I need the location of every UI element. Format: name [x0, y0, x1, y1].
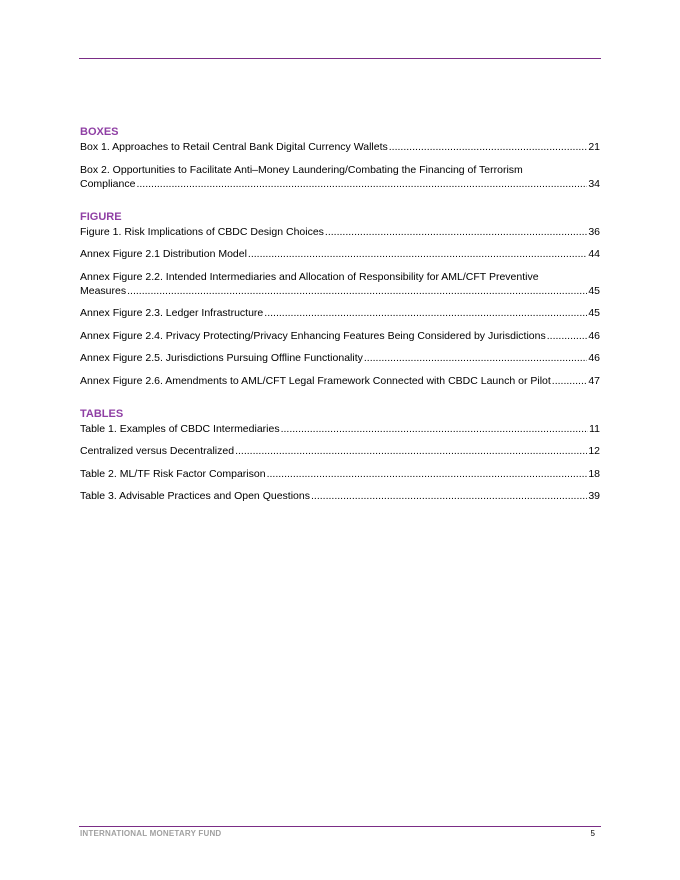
dot-leader	[547, 329, 588, 343]
header-rule	[79, 58, 601, 59]
footer-page-number: 5	[590, 829, 595, 838]
toc-entry-page: 39	[588, 490, 600, 502]
dot-leader	[281, 422, 589, 436]
toc-entry-title: Annex Figure 2.6. Amendments to AML/CFT Legal Framework Connected with CBDC Launch or Pilot	[80, 374, 551, 387]
dot-leader	[552, 374, 588, 388]
dot-leader	[311, 489, 587, 503]
toc-entry-page: 46	[588, 329, 600, 342]
toc-entry-title: Annex Figure 2.3. Ledger Infrastructure	[80, 307, 264, 319]
toc-entry-title: Table 2. ML/TF Risk Factor Comparison	[80, 467, 266, 480]
toc-entry-page: 21	[588, 141, 600, 153]
toc-entry-page: 36	[588, 225, 600, 238]
toc-entry-figure-1[interactable]	[80, 225, 600, 239]
toc-entry-table-3[interactable]	[80, 489, 600, 503]
dot-leader	[264, 306, 587, 320]
toc-entry-title-line2: Compliance	[80, 177, 136, 190]
dot-leader	[136, 177, 587, 191]
toc-entry-title: Centralized versus Decentralized	[80, 445, 235, 457]
toc-entry-page: 11	[589, 422, 600, 435]
dot-leader	[235, 444, 587, 458]
list-of-boxes-figures-tables	[80, 126, 600, 519]
toc-entry-page: 45	[588, 307, 600, 319]
dot-leader	[248, 247, 587, 261]
toc-entry-title: Table 3. Advisable Practices and Open Questions	[80, 490, 310, 502]
toc-entry-box-2[interactable]	[80, 163, 600, 191]
dot-leader	[364, 351, 587, 365]
section-heading-figure: FIGURE	[80, 210, 122, 223]
toc-entry-annex-figure-2-6[interactable]	[80, 374, 600, 388]
tables-section	[80, 408, 600, 504]
toc-entry-page: 18	[588, 467, 600, 480]
toc-entry-title: Box 1. Approaches to Retail Central Bank Digital Currency Wallets	[80, 141, 388, 153]
boxes-section	[80, 126, 600, 191]
toc-entry-box-1[interactable]	[80, 140, 600, 154]
section-heading-tables: TABLES	[80, 407, 124, 420]
toc-entry-table-1[interactable]	[80, 422, 600, 436]
toc-entry-title: Annex Figure 2.4. Privacy Protecting/Privacy Enhancing Features Being Considered by Jurisdictions	[80, 329, 546, 342]
toc-entry-annex-figure-2-5[interactable]	[80, 351, 600, 365]
toc-entry-table-2[interactable]	[80, 467, 600, 481]
toc-entry-annex-figure-2-1[interactable]	[80, 247, 600, 261]
toc-entry-annex-figure-2-2[interactable]	[80, 270, 600, 298]
toc-entry-centralized-vs-decentralized[interactable]	[80, 444, 600, 458]
toc-entry-title: Table 1. Examples of CBDC Intermediaries	[80, 422, 280, 435]
dot-leader	[389, 140, 588, 154]
toc-entry-title-line2: Measures	[80, 284, 127, 297]
toc-entry-page: 44	[588, 248, 600, 260]
toc-entry-page: 47	[588, 374, 600, 387]
dot-leader	[325, 225, 587, 239]
footer-organization: INTERNATIONAL MONETARY FUND	[80, 829, 222, 838]
toc-entry-annex-figure-2-4[interactable]	[80, 329, 600, 343]
toc-entry-page: 45	[588, 284, 600, 297]
toc-entry-page: 46	[588, 352, 600, 364]
toc-entry-page: 12	[588, 445, 600, 457]
toc-entry-title: Annex Figure 2.5. Jurisdictions Pursuing Offline Functionality	[80, 352, 363, 364]
section-heading-boxes: BOXES	[80, 126, 119, 138]
footer-rule	[79, 826, 601, 827]
dot-leader	[267, 467, 588, 481]
toc-entry-title: Annex Figure 2.1 Distribution Model	[80, 248, 247, 260]
figure-section	[80, 211, 600, 388]
toc-entry-title-line1: Annex Figure 2.2. Intended Intermediaries and Allocation of Responsibility for AML/CFT Preventive	[80, 270, 539, 283]
dot-leader	[127, 284, 587, 298]
toc-entry-annex-figure-2-3[interactable]	[80, 306, 600, 320]
toc-entry-title-line1: Box 2. Opportunities to Facilitate Anti–Money Laundering/Combating the Financing of Terrorism	[80, 163, 523, 176]
toc-entry-title: Figure 1. Risk Implications of CBDC Design Choices	[80, 225, 324, 238]
toc-entry-page: 34	[588, 177, 600, 190]
